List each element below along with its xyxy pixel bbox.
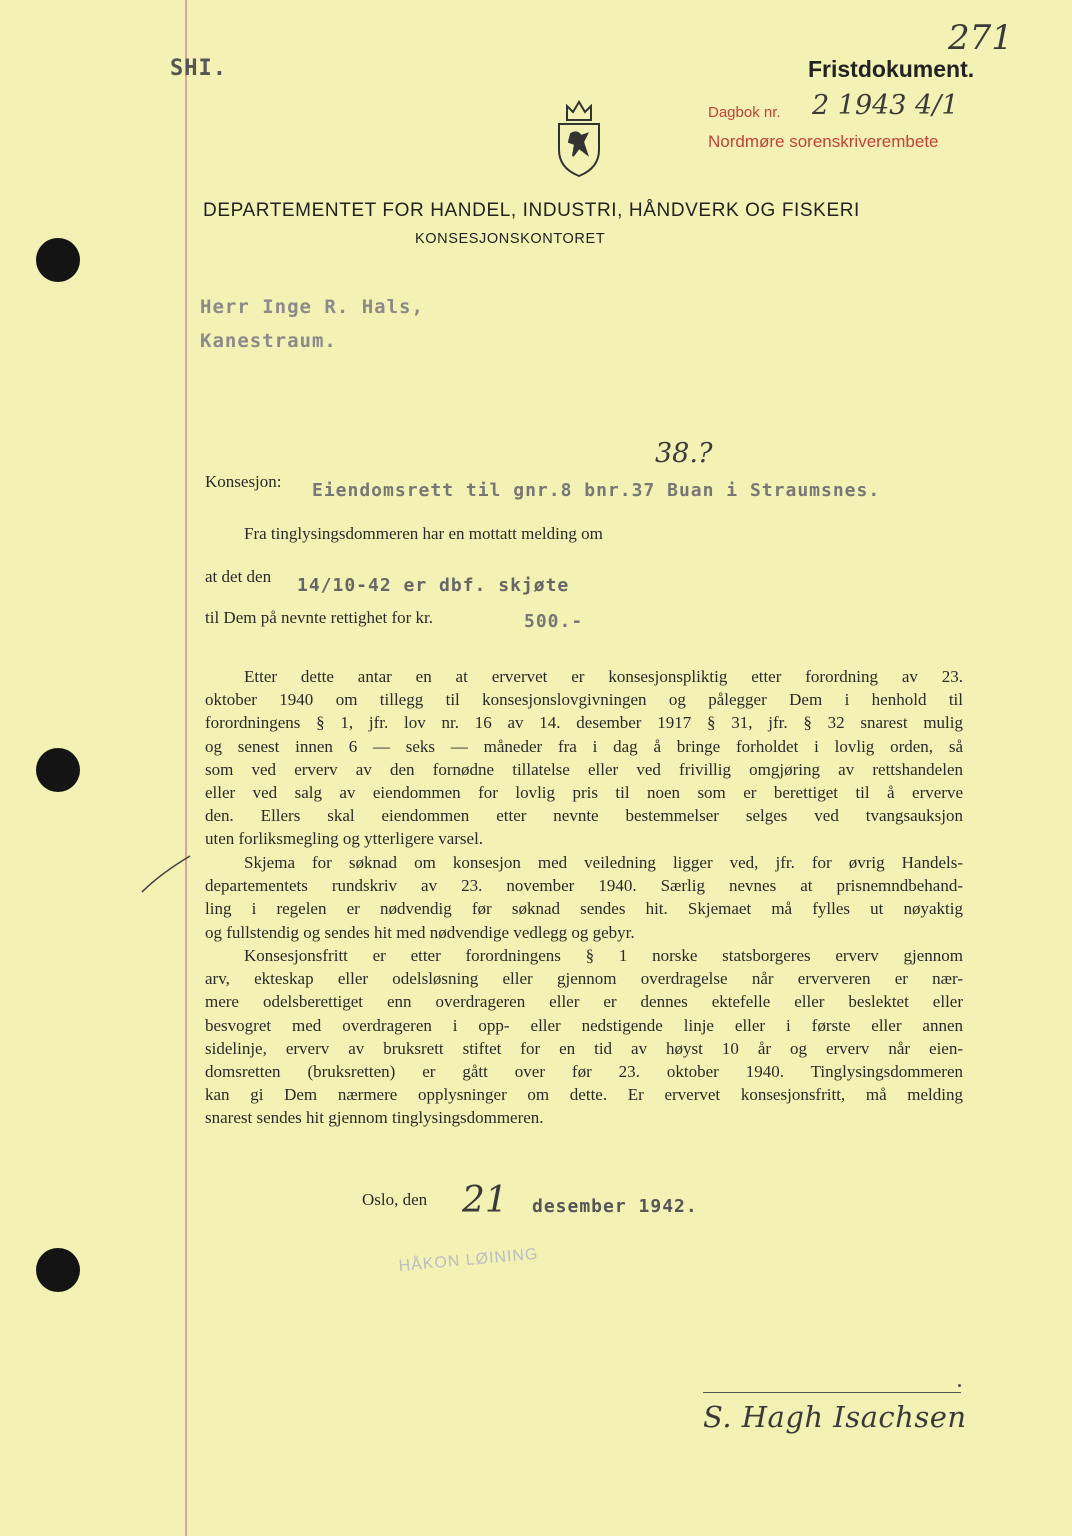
punch-hole: [36, 238, 80, 282]
fristdokument-label: Fristdokument.: [808, 56, 975, 82]
paragraph-line: Etter dette antar en at ervervet er konsesjonspliktig etter forordning av 23.: [244, 667, 963, 686]
paragraph-line: forordningens § 1, jfr. lov nr. 16 av 14. desember 1917 § 31, jfr. § 32 snarest mulig: [205, 713, 963, 733]
paragraph-line: arv, ekteskap eller odelsløsning eller gjennom overdragelse når erververen er nær-: [205, 969, 963, 989]
konsesjon-value: Eiendomsrett til gnr.8 bnr.37 Buan i Straumsnes.: [312, 480, 881, 501]
corner-mark: SHI.: [170, 56, 227, 81]
punch-hole: [36, 748, 80, 792]
paragraph-line: ling i regelen er nødvendig før søknad sendes hit. Skjemaet må fylles ut nøyaktig: [205, 899, 963, 919]
intro-line: Fra tinglysingsdommeren har en mottatt melding om: [244, 524, 603, 543]
paragraph-line: departementets rundskriv av 23. november 1940. Særlig nevnes at prisnemndbehand-: [205, 876, 963, 896]
paragraph-line: uten forliksmegling og ytterligere varsel.: [205, 829, 484, 849]
date-day-handwritten: 21: [462, 1180, 508, 1221]
paragraph-line: domsretten (bruksretten) er gått over før 23. oktober 1940. Tinglysingsdommeren: [205, 1062, 963, 1082]
paragraph-line: snarest sendes hit gjennom tinglysingsdommeren.: [205, 1108, 544, 1128]
date-month-year: desember 1942.: [532, 1196, 698, 1217]
paragraph-line: oktober 1940 om tillegg til konsesjonslovgivningen og pålegger Dem i henhold til: [205, 690, 963, 710]
paragraph-line: besvogret med overdrageren i opp- eller nedstigende linje eller i første eller annen: [205, 1015, 963, 1035]
recipient-name: Herr Inge R. Hals,: [200, 296, 424, 318]
paragraph-line: Skjema for søknad om konsesjon med veiledning ligger ved, jfr. for øvrig Handels-: [244, 853, 963, 872]
konsesjon-label: Konsesjon:: [205, 472, 282, 491]
intro-date-label: at det den: [205, 567, 272, 586]
paragraph-line: og fullstendig og sendes hit med nødvendige vedlegg og gebyr.: [205, 922, 635, 942]
department-subtitle: KONSESJONSKONTORET: [415, 231, 606, 247]
page-number-handwritten: 271: [948, 18, 1013, 58]
paragraph-line: sidelinje, erverv av bruksrett stiftet for en tid av høyst 10 år og erverv når eien-: [205, 1038, 963, 1058]
intro-date-value: 14/10-42 er dbf. skjøte: [297, 575, 570, 596]
paragraph-3: [205, 944, 963, 1130]
paragraph-1: [205, 665, 963, 851]
faint-stamp: HÅKON LØINING: [398, 1245, 540, 1275]
recipient-place: Kanestraum.: [200, 330, 337, 352]
dagbok-entry: 2 1943 4/1: [812, 90, 959, 121]
coat-of-arms-icon: [553, 90, 605, 180]
margin-rule: [185, 0, 187, 1536]
paragraph-line: mere odelsberettiget enn overdrageren eller er dennes ektefelle eller beslektet eller: [205, 992, 963, 1012]
intro-amount-value: 500.-: [524, 611, 584, 632]
signature-line: [703, 1392, 961, 1393]
dagbok-label: Dagbok nr.: [708, 104, 781, 121]
paragraph-2: [205, 851, 963, 944]
signature-handwritten: S. Hagh Isachsen: [703, 1400, 967, 1434]
paragraph-line: kan gi Dem nærmere opplysninger om dette. Er ervervet konsesjonsfritt, må melding: [205, 1085, 963, 1105]
date-line-label: Oslo, den: [362, 1190, 428, 1209]
paragraph-line: Konsesjonsfritt er etter forordningens § 1 norske statsborgeres erverv gjennom: [244, 946, 963, 965]
intro-amount-label: til Dem på nevnte rettighet for kr.: [205, 608, 434, 627]
paragraph-line: eller ved salg av eiendommen for lovlig pris til noen som er berettiget til å erverve: [205, 783, 963, 803]
paragraph-line: og senest innen 6 — seks — måneder fra i dag å bringe forholdet i lovlig orden, så: [205, 736, 963, 756]
margin-note-handwritten: 38.?: [655, 438, 713, 469]
office-stamp: Nordmøre sorenskriverembete: [708, 132, 939, 151]
paragraph-line: den. Ellers skal eiendommen etter nevnte bestemmelser selges ved tvangsauksjon: [205, 806, 963, 826]
signature-dot: [958, 1384, 961, 1387]
paragraph-line: som ved erverv av den fornødne tillatelse eller ved frivillig omgjøring av rettshandelen: [205, 759, 963, 779]
punch-hole: [36, 1248, 80, 1292]
margin-check-mark: [138, 852, 194, 896]
department-title: DEPARTEMENTET FOR HANDEL, INDUSTRI, HÅNDVERK OG FISKERI: [203, 200, 860, 221]
